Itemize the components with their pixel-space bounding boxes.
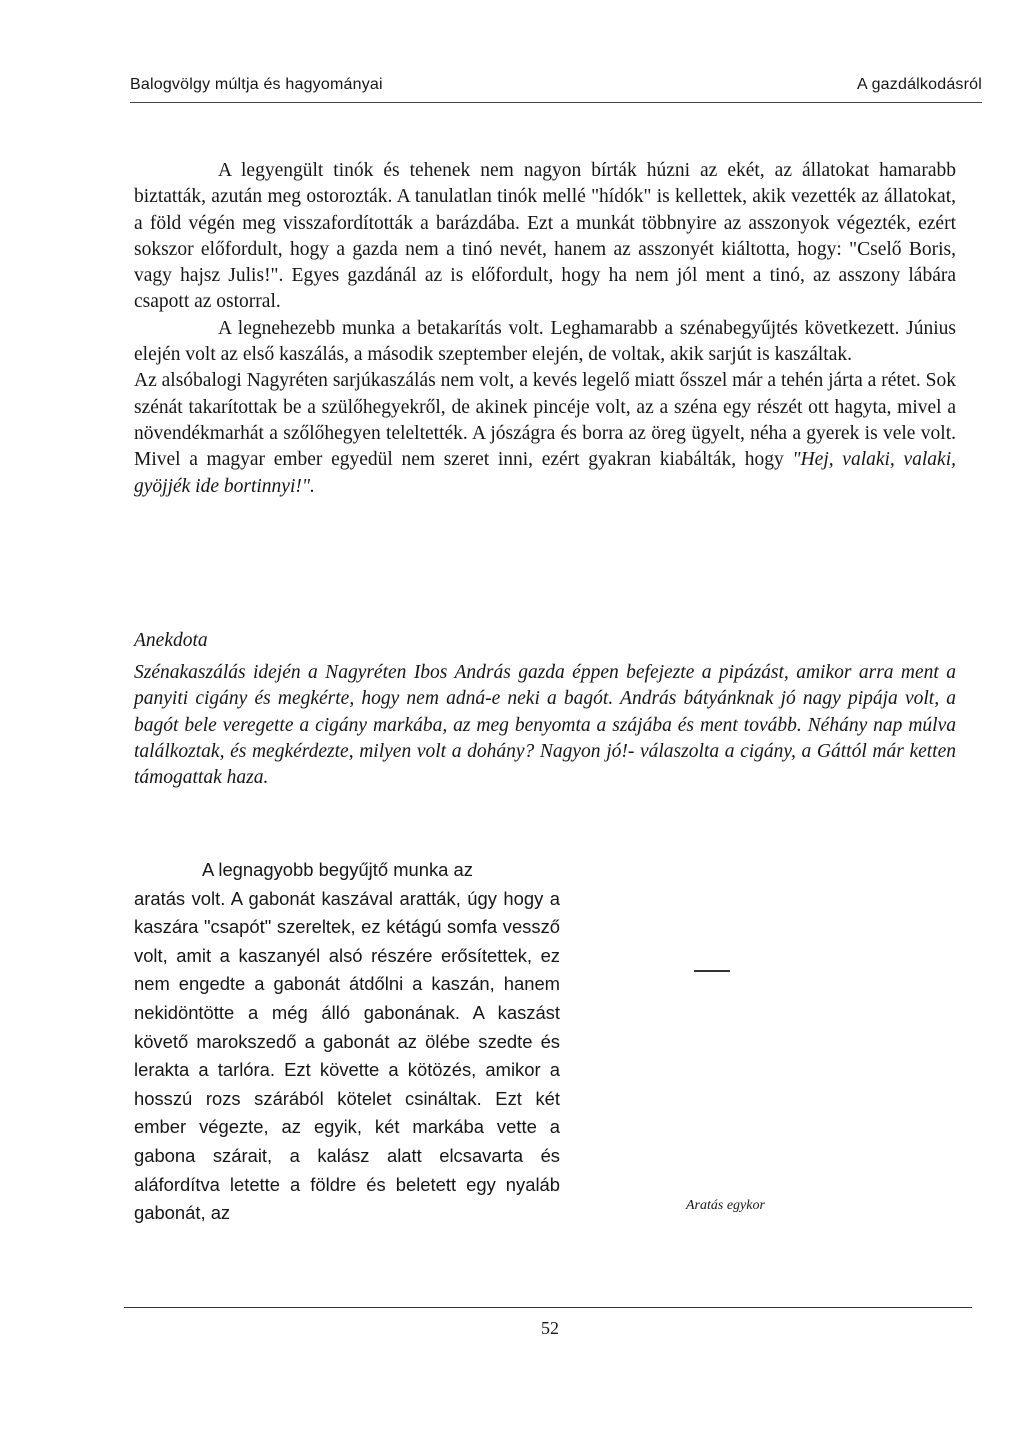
header-section: A gazdálkodásról <box>856 76 982 93</box>
harvest-text <box>134 856 560 1228</box>
running-header <box>130 76 982 103</box>
paragraph: Az alsóbalogi Nagyréten sarjúkaszálás nem volt, a kevés legelő miatt ősszel már a tehén járta a rétet. Sok szénát takarítottak be a szülőhegyekről, de akinek pincéje volt, az a széna egy részét ott hagyta, mivel a növendékmarhát a szőlőhegyen teleltették. A jószágra és borra az öreg ügyelt, néha a gyerek is vele volt. Mivel a magyar ember egyedül nem szeret inni, ezért gyakran kiabálták, hogy <box>134 370 956 471</box>
footer-rule <box>124 1307 972 1308</box>
harvest-rest: aratás volt. A gabonát kaszával aratták, úgy hogy a kaszára "csapót" szereltek, ez kétágú somfa vessző volt, amit a kaszanyél alsó részére erősítettek, ez nem engedte a gabonát átdőlni a kaszán, hanem nekidöntötte a még álló gabonának. A kaszást követő marokszedő a gabonát az ölébe szedte és lerakta a tarlóra. Ezt követte a kötözés, amikor a hosszú rozs szárából kötelet csináltak. Ezt két ember végezte, az egyik, két markába vette a gabona szárait, a kalász alatt elcsavarta és aláfordítva letette a földre és beletett egy nyaláb gabonát, az <box>134 887 560 1224</box>
illustration-placeholder <box>570 860 980 1230</box>
paragraph-with-quote <box>134 368 956 499</box>
quote: "Hej, valaki, valaki, gyöjjék ide bortinnyi!". <box>134 449 956 497</box>
body-text <box>134 158 956 500</box>
header-title: Balogvölgy múltja és hagyományai <box>130 76 383 93</box>
anecdote-text: Szénakaszálás idején a Nagyréten Ibos András gazda éppen befejezte a pipázást, amikor arra ment a panyiti cigány és megkérte, hogy nem adná-e neki a bagót. András bátyánknak jó nagy pipája volt, a bagót bele veregette a cigány markába, az meg benyomta a szájába és ment tovább. Néhány nap múlva találkoztak, és megkérdezte, milyen volt a dohány? Nagyon jó!- válaszolta a cigány, a Gáttól már ketten támogattak haza. <box>134 662 956 789</box>
paragraph: A legnehezebb munka a betakarítás volt. Leghamarabb a szénabegyűjtés következett. Június elején volt az első kaszálás, a második szeptember elején, de voltak, akik sarjút is kaszáltak. <box>134 317 956 366</box>
page-number: 52 <box>541 1318 559 1338</box>
image-caption: Aratás egykor <box>686 1198 765 1213</box>
anecdote-title: Anekdota <box>134 630 208 651</box>
paragraph: A legyengült tinók és tehenek nem nagyon bírták húzni az ekét, az állatokat hamarabb biztatták, azután meg ostorozták. A tanulatlan tinók mellé "hídók" is kellettek, akik vezették az állatokat, a föld végén meg visszafordították a barázdába. Ezt a munkát többnyire az asszonyok végezték, ezért sokszor előfordult, hogy a gazda nem a tinó nevét, hanem az asszonyét kiáltotta, hogy: "Cselő Boris, vagy hajsz Julis!". Egyes gazdánál az is előfordult, hogy ha nem jól ment a tinó, az asszony lábára csapott az ostorral. <box>134 160 956 313</box>
image-fragment <box>694 970 730 972</box>
harvest-first-line: A legnagyobb begyűjtő munka az <box>202 859 473 880</box>
